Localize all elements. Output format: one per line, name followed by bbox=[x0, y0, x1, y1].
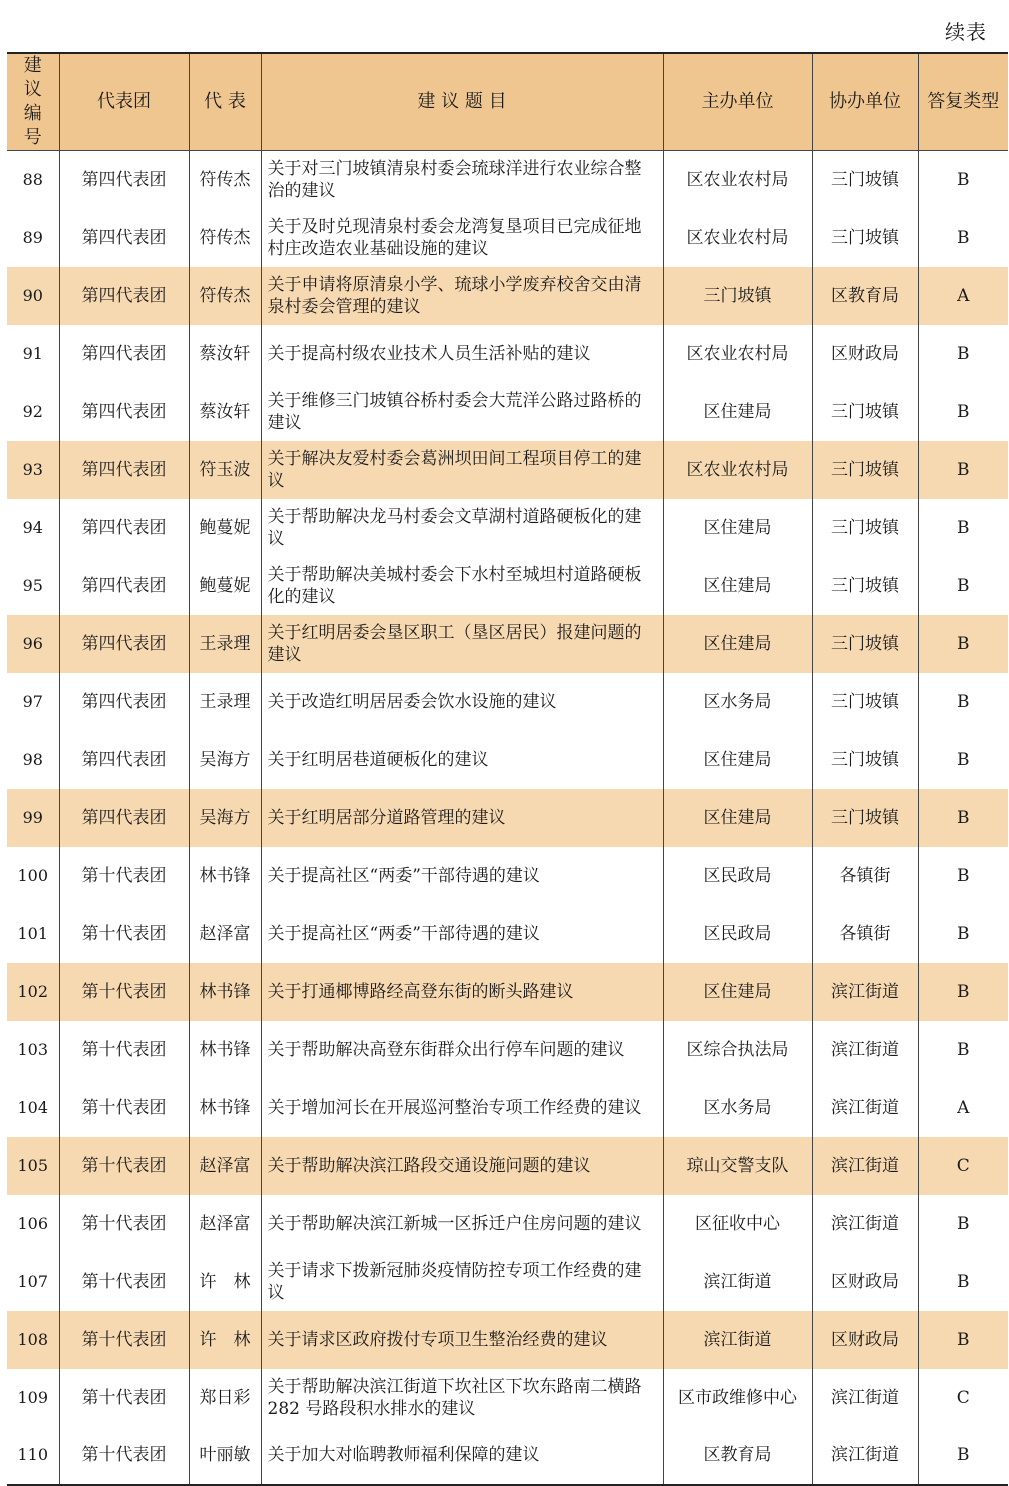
cell-assist-unit: 区财政局 bbox=[812, 325, 918, 383]
cell-assist-unit: 滨江街道 bbox=[812, 1427, 918, 1485]
table-row bbox=[7, 151, 1008, 209]
cell-reply-type: B bbox=[918, 383, 1008, 441]
cell-lead-unit: 区住建局 bbox=[663, 615, 812, 673]
cell-delegation: 第四代表团 bbox=[59, 789, 189, 847]
cell-representative: 林书锋 bbox=[189, 963, 261, 1021]
cell-proposal-title: 关于帮助解决美城村委会下水村至城坦村道路硬板化的建议 bbox=[261, 557, 663, 615]
cell-lead-unit: 区水务局 bbox=[663, 673, 812, 731]
cell-delegation: 第四代表团 bbox=[59, 325, 189, 383]
table-row bbox=[7, 789, 1008, 847]
cell-assist-unit: 各镇街 bbox=[812, 905, 918, 963]
cell-proposal-title: 关于帮助解决滨江街道下坎社区下坎东路南二横路 282 号路段积水排水的建议 bbox=[261, 1369, 663, 1427]
cell-representative: 林书锋 bbox=[189, 1079, 261, 1137]
header-reply-type: 答复类型 bbox=[918, 53, 1008, 151]
table-row bbox=[7, 557, 1008, 615]
cell-reply-type: B bbox=[918, 1195, 1008, 1253]
cell-proposal-title: 关于维修三门坡镇谷桥村委会大荒洋公路过路桥的建议 bbox=[261, 383, 663, 441]
cell-proposal-number: 107 bbox=[7, 1253, 59, 1311]
cell-representative: 许 林 bbox=[189, 1253, 261, 1311]
cell-assist-unit: 三门坡镇 bbox=[812, 789, 918, 847]
header-proposal-title: 建 议 题 目 bbox=[261, 53, 663, 151]
cell-reply-type: B bbox=[918, 1311, 1008, 1369]
cell-lead-unit: 区综合执法局 bbox=[663, 1021, 812, 1079]
cell-proposal-title: 关于提高社区“两委”干部待遇的建议 bbox=[261, 905, 663, 963]
table-row bbox=[7, 847, 1008, 905]
cell-representative: 鲍蔓妮 bbox=[189, 499, 261, 557]
cell-assist-unit: 区财政局 bbox=[812, 1311, 918, 1369]
cell-proposal-number: 106 bbox=[7, 1195, 59, 1253]
cell-delegation: 第四代表团 bbox=[59, 383, 189, 441]
cell-representative: 林书锋 bbox=[189, 1021, 261, 1079]
cell-proposal-title: 关于申请将原清泉小学、琉球小学废弃校舍交由清泉村委会管理的建议 bbox=[261, 267, 663, 325]
table-row bbox=[7, 209, 1008, 267]
cell-proposal-number: 93 bbox=[7, 441, 59, 499]
table-row bbox=[7, 1369, 1008, 1427]
cell-assist-unit: 三门坡镇 bbox=[812, 673, 918, 731]
table-body bbox=[7, 151, 1008, 1485]
cell-proposal-number: 109 bbox=[7, 1369, 59, 1427]
table-row bbox=[7, 1195, 1008, 1253]
cell-delegation: 第十代表团 bbox=[59, 1021, 189, 1079]
table-row bbox=[7, 731, 1008, 789]
cell-delegation: 第十代表团 bbox=[59, 1079, 189, 1137]
table-row bbox=[7, 267, 1008, 325]
cell-delegation: 第四代表团 bbox=[59, 499, 189, 557]
cell-proposal-title: 关于打通椰博路经高登东街的断头路建议 bbox=[261, 963, 663, 1021]
cell-proposal-number: 98 bbox=[7, 731, 59, 789]
cell-representative: 林书锋 bbox=[189, 847, 261, 905]
cell-lead-unit: 琼山交警支队 bbox=[663, 1137, 812, 1195]
cell-proposal-number: 97 bbox=[7, 673, 59, 731]
cell-lead-unit: 区住建局 bbox=[663, 499, 812, 557]
cell-reply-type: C bbox=[918, 1137, 1008, 1195]
cell-assist-unit: 三门坡镇 bbox=[812, 209, 918, 267]
cell-proposal-title: 关于红明居部分道路管理的建议 bbox=[261, 789, 663, 847]
cell-representative: 吴海方 bbox=[189, 789, 261, 847]
cell-representative: 赵泽富 bbox=[189, 905, 261, 963]
header-delegation: 代表团 bbox=[59, 53, 189, 151]
cell-representative: 鲍蔓妮 bbox=[189, 557, 261, 615]
cell-reply-type: B bbox=[918, 1021, 1008, 1079]
cell-representative: 符传杰 bbox=[189, 151, 261, 209]
cell-lead-unit: 区农业农村局 bbox=[663, 325, 812, 383]
cell-reply-type: B bbox=[918, 789, 1008, 847]
cell-reply-type: B bbox=[918, 499, 1008, 557]
cell-reply-type: B bbox=[918, 209, 1008, 267]
cell-reply-type: B bbox=[918, 441, 1008, 499]
cell-reply-type: B bbox=[918, 963, 1008, 1021]
cell-delegation: 第十代表团 bbox=[59, 1311, 189, 1369]
table-row bbox=[7, 905, 1008, 963]
cell-assist-unit: 各镇街 bbox=[812, 847, 918, 905]
cell-delegation: 第十代表团 bbox=[59, 963, 189, 1021]
cell-lead-unit: 区住建局 bbox=[663, 731, 812, 789]
cell-proposal-title: 关于红明居巷道硬板化的建议 bbox=[261, 731, 663, 789]
cell-proposal-title: 关于帮助解决高登东街群众出行停车问题的建议 bbox=[261, 1021, 663, 1079]
cell-assist-unit: 三门坡镇 bbox=[812, 731, 918, 789]
header-assist-unit: 协办单位 bbox=[812, 53, 918, 151]
cell-representative: 许 林 bbox=[189, 1311, 261, 1369]
cell-lead-unit: 区民政局 bbox=[663, 847, 812, 905]
cell-delegation: 第十代表团 bbox=[59, 905, 189, 963]
header-row bbox=[7, 53, 1008, 151]
cell-delegation: 第四代表团 bbox=[59, 731, 189, 789]
cell-lead-unit: 区农业农村局 bbox=[663, 441, 812, 499]
cell-lead-unit: 区教育局 bbox=[663, 1427, 812, 1485]
cell-delegation: 第十代表团 bbox=[59, 1369, 189, 1427]
cell-lead-unit: 区住建局 bbox=[663, 557, 812, 615]
cell-assist-unit: 三门坡镇 bbox=[812, 615, 918, 673]
cell-lead-unit: 区农业农村局 bbox=[663, 209, 812, 267]
header-representative: 代 表 bbox=[189, 53, 261, 151]
cell-delegation: 第四代表团 bbox=[59, 267, 189, 325]
cell-proposal-title: 关于加大对临聘教师福利保障的建议 bbox=[261, 1427, 663, 1485]
cell-reply-type: B bbox=[918, 1253, 1008, 1311]
cell-delegation: 第四代表团 bbox=[59, 557, 189, 615]
table-row bbox=[7, 1021, 1008, 1079]
cell-proposal-number: 92 bbox=[7, 383, 59, 441]
cell-lead-unit: 区民政局 bbox=[663, 905, 812, 963]
cell-assist-unit: 滨江街道 bbox=[812, 1079, 918, 1137]
cell-reply-type: B bbox=[918, 673, 1008, 731]
cell-lead-unit: 区市政维修中心 bbox=[663, 1369, 812, 1427]
cell-reply-type: C bbox=[918, 1369, 1008, 1427]
cell-representative: 蔡汝轩 bbox=[189, 383, 261, 441]
table-row bbox=[7, 325, 1008, 383]
cell-proposal-title: 关于帮助解决滨江新城一区拆迁户住房问题的建议 bbox=[261, 1195, 663, 1253]
cell-representative: 符玉波 bbox=[189, 441, 261, 499]
table-row bbox=[7, 441, 1008, 499]
table-row bbox=[7, 1079, 1008, 1137]
cell-reply-type: B bbox=[918, 1427, 1008, 1485]
cell-proposal-number: 90 bbox=[7, 267, 59, 325]
cell-reply-type: A bbox=[918, 267, 1008, 325]
cell-proposal-title: 关于帮助解决滨江路段交通设施问题的建议 bbox=[261, 1137, 663, 1195]
table-row bbox=[7, 673, 1008, 731]
cell-representative: 郑日彩 bbox=[189, 1369, 261, 1427]
cell-proposal-number: 88 bbox=[7, 151, 59, 209]
cell-delegation: 第四代表团 bbox=[59, 151, 189, 209]
cell-lead-unit: 区农业农村局 bbox=[663, 151, 812, 209]
cell-lead-unit: 区水务局 bbox=[663, 1079, 812, 1137]
cell-proposal-number: 89 bbox=[7, 209, 59, 267]
cell-delegation: 第十代表团 bbox=[59, 1137, 189, 1195]
cell-proposal-title: 关于请求下拨新冠肺炎疫情防控专项工作经费的建议 bbox=[261, 1253, 663, 1311]
cell-representative: 赵泽富 bbox=[189, 1195, 261, 1253]
cell-lead-unit: 三门坡镇 bbox=[663, 267, 812, 325]
table-row bbox=[7, 1253, 1008, 1311]
table-row bbox=[7, 383, 1008, 441]
cell-representative: 吴海方 bbox=[189, 731, 261, 789]
cell-representative: 符传杰 bbox=[189, 267, 261, 325]
cell-lead-unit: 区住建局 bbox=[663, 963, 812, 1021]
cell-assist-unit: 滨江街道 bbox=[812, 963, 918, 1021]
cell-proposal-title: 关于改造红明居居委会饮水设施的建议 bbox=[261, 673, 663, 731]
cell-proposal-title: 关于请求区政府拨付专项卫生整治经费的建议 bbox=[261, 1311, 663, 1369]
cell-proposal-number: 108 bbox=[7, 1311, 59, 1369]
cell-delegation: 第四代表团 bbox=[59, 615, 189, 673]
cell-proposal-number: 95 bbox=[7, 557, 59, 615]
cell-reply-type: B bbox=[918, 325, 1008, 383]
cell-delegation: 第十代表团 bbox=[59, 1253, 189, 1311]
cell-proposal-number: 94 bbox=[7, 499, 59, 557]
cell-proposal-title: 关于帮助解决龙马村委会文草湖村道路硬板化的建议 bbox=[261, 499, 663, 557]
cell-reply-type: B bbox=[918, 847, 1008, 905]
cell-assist-unit: 三门坡镇 bbox=[812, 499, 918, 557]
cell-assist-unit: 滨江街道 bbox=[812, 1021, 918, 1079]
cell-proposal-number: 102 bbox=[7, 963, 59, 1021]
cell-proposal-title: 关于增加河长在开展巡河整治专项工作经费的建议 bbox=[261, 1079, 663, 1137]
table-row bbox=[7, 499, 1008, 557]
table-row bbox=[7, 1137, 1008, 1195]
cell-proposal-number: 96 bbox=[7, 615, 59, 673]
continued-label: 续表 bbox=[945, 20, 987, 44]
cell-assist-unit: 区教育局 bbox=[812, 267, 918, 325]
proposals-table bbox=[7, 52, 1008, 1486]
cell-proposal-title: 关于提高社区“两委”干部待遇的建议 bbox=[261, 847, 663, 905]
cell-assist-unit: 区财政局 bbox=[812, 1253, 918, 1311]
cell-proposal-number: 104 bbox=[7, 1079, 59, 1137]
cell-delegation: 第四代表团 bbox=[59, 209, 189, 267]
cell-proposal-title: 关于解决友爱村委会葛洲坝田间工程项目停工的建议 bbox=[261, 441, 663, 499]
cell-proposal-title: 关于及时兑现清泉村委会龙湾复垦项目已完成征地村庄改造农业基础设施的建议 bbox=[261, 209, 663, 267]
cell-assist-unit: 滨江街道 bbox=[812, 1137, 918, 1195]
cell-proposal-title: 关于提高村级农业技术人员生活补贴的建议 bbox=[261, 325, 663, 383]
cell-assist-unit: 三门坡镇 bbox=[812, 383, 918, 441]
cell-proposal-number: 101 bbox=[7, 905, 59, 963]
cell-representative: 王录理 bbox=[189, 673, 261, 731]
cell-reply-type: B bbox=[918, 905, 1008, 963]
cell-lead-unit: 滨江街道 bbox=[663, 1253, 812, 1311]
cell-proposal-number: 105 bbox=[7, 1137, 59, 1195]
cell-proposal-title: 关于对三门坡镇清泉村委会琉球洋进行农业综合整治的建议 bbox=[261, 151, 663, 209]
cell-representative: 赵泽富 bbox=[189, 1137, 261, 1195]
cell-reply-type: B bbox=[918, 151, 1008, 209]
cell-proposal-number: 103 bbox=[7, 1021, 59, 1079]
cell-assist-unit: 滨江街道 bbox=[812, 1195, 918, 1253]
table-row bbox=[7, 615, 1008, 673]
cell-lead-unit: 区住建局 bbox=[663, 789, 812, 847]
cell-delegation: 第十代表团 bbox=[59, 1427, 189, 1485]
cell-delegation: 第四代表团 bbox=[59, 673, 189, 731]
cell-assist-unit: 三门坡镇 bbox=[812, 441, 918, 499]
cell-delegation: 第四代表团 bbox=[59, 441, 189, 499]
cell-proposal-number: 91 bbox=[7, 325, 59, 383]
cell-reply-type: B bbox=[918, 731, 1008, 789]
header-proposal-number: 建议编号 bbox=[7, 53, 59, 151]
cell-reply-type: B bbox=[918, 615, 1008, 673]
cell-reply-type: A bbox=[918, 1079, 1008, 1137]
cell-delegation: 第十代表团 bbox=[59, 847, 189, 905]
cell-proposal-title: 关于红明居委会垦区职工（垦区居民）报建问题的建议 bbox=[261, 615, 663, 673]
cell-lead-unit: 区征收中心 bbox=[663, 1195, 812, 1253]
table-row bbox=[7, 963, 1008, 1021]
header-lead-unit: 主办单位 bbox=[663, 53, 812, 151]
cell-representative: 蔡汝轩 bbox=[189, 325, 261, 383]
cell-assist-unit: 三门坡镇 bbox=[812, 151, 918, 209]
cell-representative: 符传杰 bbox=[189, 209, 261, 267]
cell-assist-unit: 三门坡镇 bbox=[812, 557, 918, 615]
cell-representative: 王录理 bbox=[189, 615, 261, 673]
cell-proposal-number: 99 bbox=[7, 789, 59, 847]
cell-reply-type: B bbox=[918, 557, 1008, 615]
table-row bbox=[7, 1311, 1008, 1369]
cell-proposal-number: 100 bbox=[7, 847, 59, 905]
table-header bbox=[7, 53, 1008, 151]
cell-proposal-number: 110 bbox=[7, 1427, 59, 1485]
cell-delegation: 第十代表团 bbox=[59, 1195, 189, 1253]
cell-lead-unit: 区住建局 bbox=[663, 383, 812, 441]
cell-representative: 叶丽敏 bbox=[189, 1427, 261, 1485]
cell-assist-unit: 滨江街道 bbox=[812, 1369, 918, 1427]
cell-lead-unit: 滨江街道 bbox=[663, 1311, 812, 1369]
